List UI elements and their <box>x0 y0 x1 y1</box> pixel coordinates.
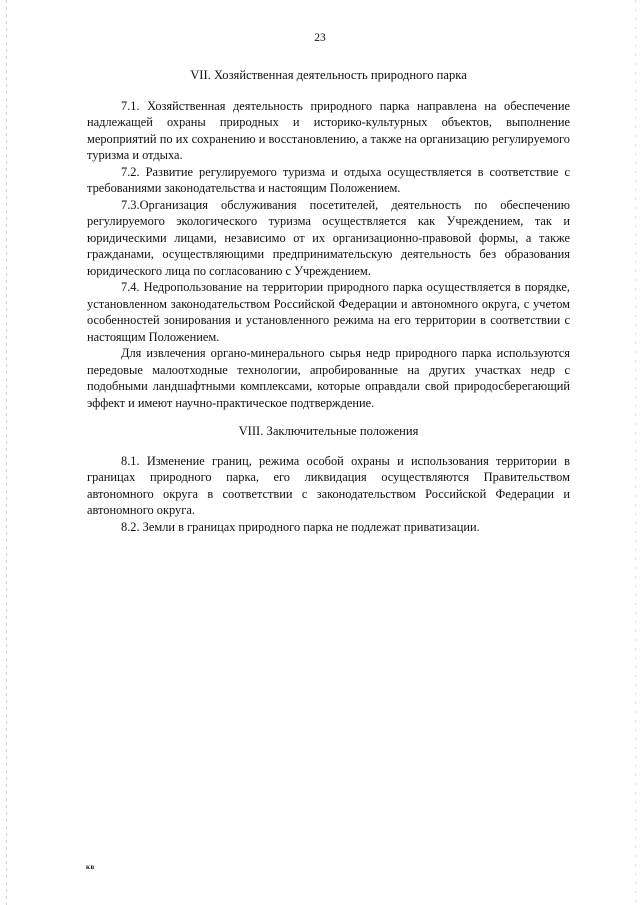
paragraph-8-1: 8.1. Изменение границ, режима особой охраны и использования территории в границах природного парка, его ликвидация осуществляются Правительством автономного округа в соответствии с законодательством Российской Федерации и автономного округа. <box>87 453 570 517</box>
scan-edge-left <box>6 0 7 905</box>
paragraph-7-3: 7.3.Организация обслуживания посетителей, деятельность по обеспечению регулируемого экологического туризма осуществляется как Учреждением, так и юридическими лицами, независимо от их организационно-правовой формы, а также гражданами, осуществляющими предпринимательскую деятельность без образования юридического лица по согласованию с Учреждением. <box>87 197 570 278</box>
section-7-heading: VII. Хозяйственная деятельность природного парка <box>190 68 467 82</box>
footer-mark: кв <box>86 863 95 871</box>
page-number: 23 <box>314 32 326 44</box>
paragraph-7-4-extraction: Для извлечения органо-минерального сырья недр природного парка используются передовые малоотходные технологии, апробированные на других участках недр с подобными ландшафтными комплексами, которые оправдали свой природосберегающий эффект и имеют научно-практическое подтверждение. <box>87 346 570 410</box>
document-body <box>87 67 570 535</box>
scan-edge-right <box>635 0 636 905</box>
paragraph-7-2: 7.2. Развитие регулируемого туризма и отдыха осуществляется в соответствие с требованиями законодательства и настоящим Положением. <box>87 164 570 195</box>
section-8-heading: VIII. Заключительные положения <box>238 424 419 438</box>
paragraph-7-4: 7.4. Недропользование на территории природного парка осуществляется в порядке, установленном законодательством Российской Федерации и автономного округа, с учетом особенностей зонирования и установленного режима на его территории в соответствии с настоящим Положением. <box>87 280 570 344</box>
paragraph-7-1: 7.1. Хозяйственная деятельность природного парка направлена на обеспечение надлежащей охраны природных и историко-культурных объектов, выполнение мероприятий по их сохранению и восстановлению, а также на организацию регулируемого туризма и отдыха. <box>87 98 570 162</box>
paragraph-8-2: 8.2. Земли в границах природного парка не подлежат приватизации. <box>121 519 480 534</box>
